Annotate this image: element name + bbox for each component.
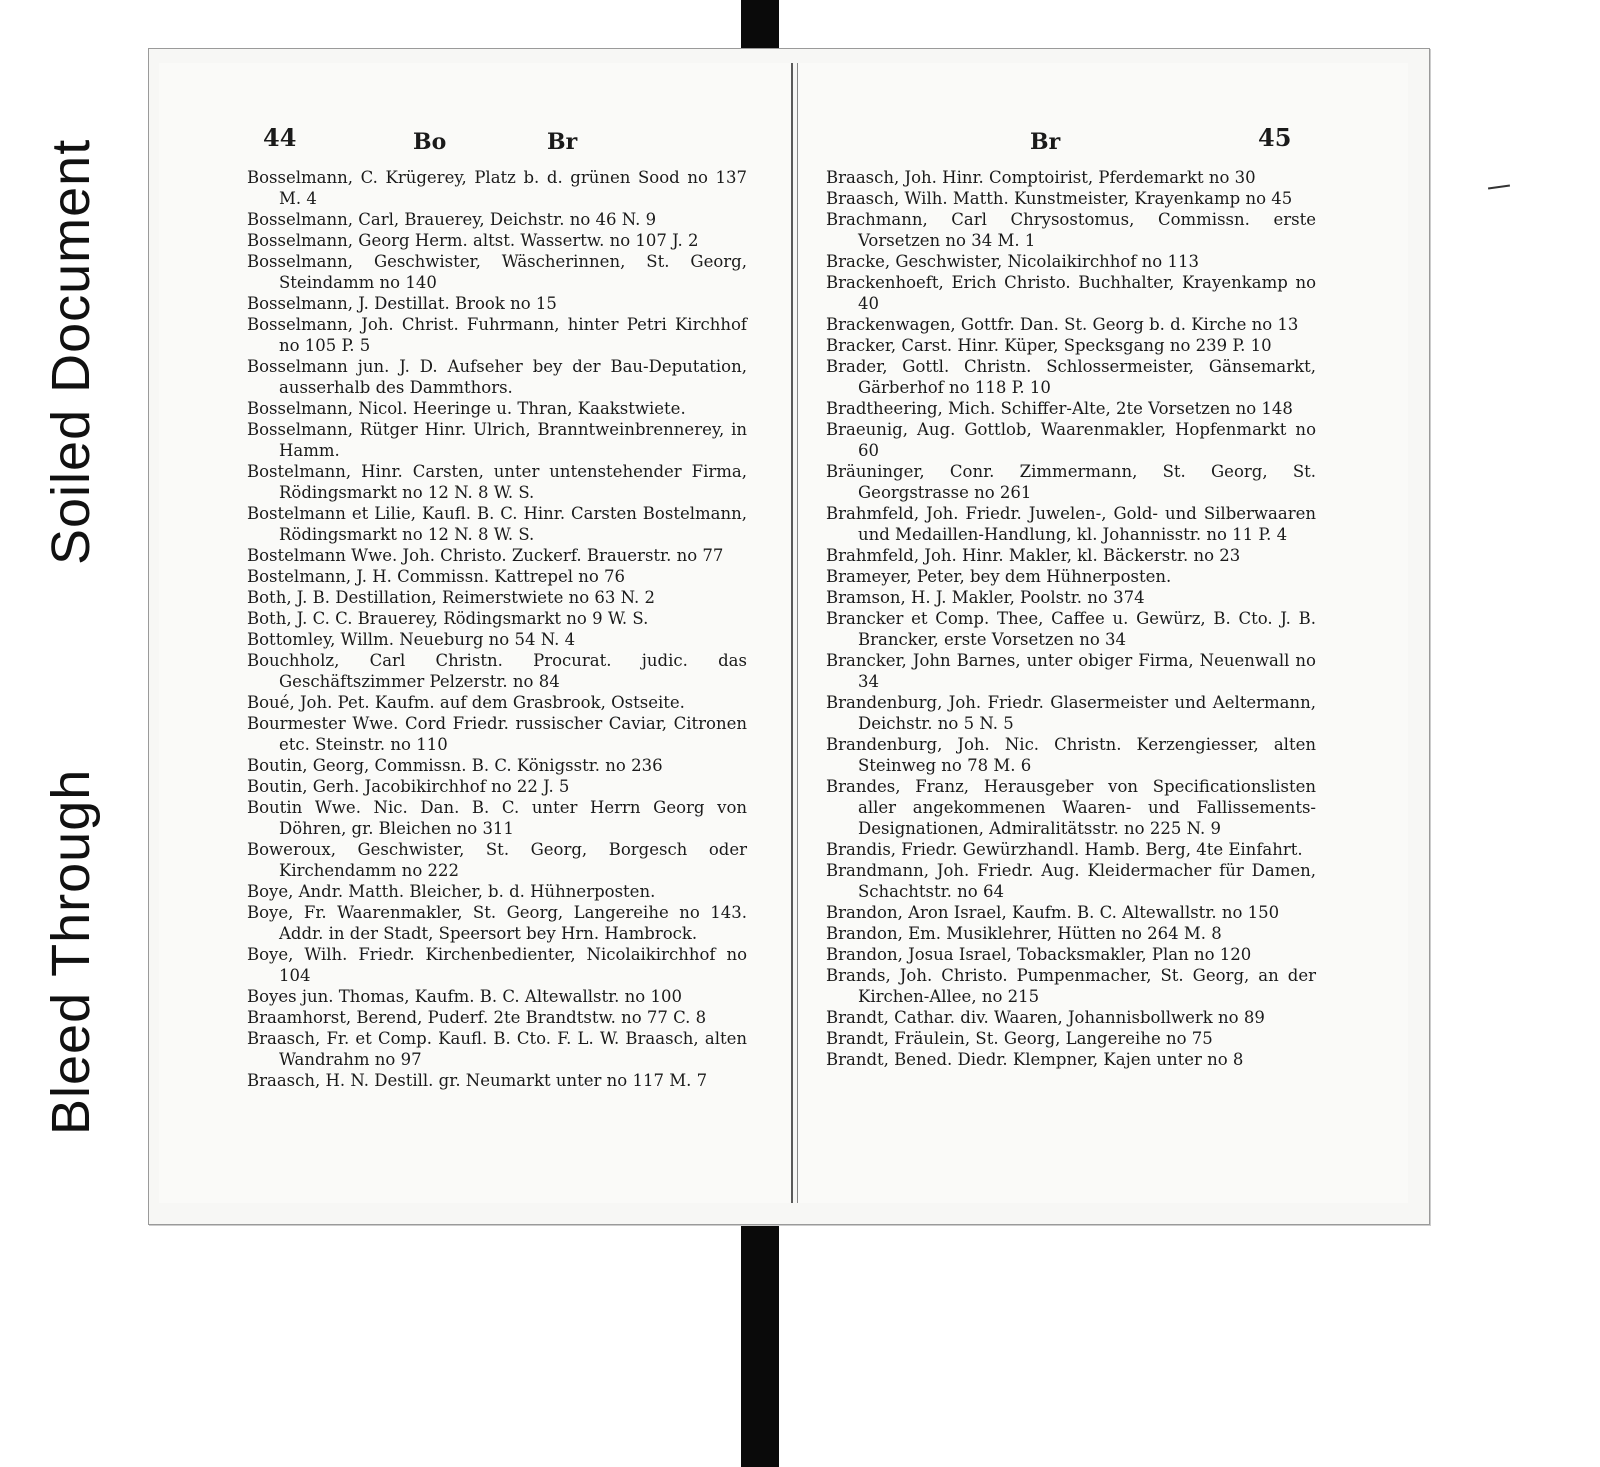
directory-entry: Brandmann, Joh. Friedr. Aug. Kleidermacher für Damen, Schachtstr. no 64 [826,861,1316,901]
directory-entry: Bostelmann, Hinr. Carsten, unter untenstehender Firma, Rödingsmarkt no 12 N. 8 W. S. [247,462,747,502]
directory-entry: Boweroux, Geschwister, St. Georg, Borgesch oder Kirchendamm no 222 [247,840,747,880]
directory-entry: Brandis, Friedr. Gewürzhandl. Hamb. Berg, 4te Einfahrt. [826,840,1303,859]
directory-entry: Bosselmann, Joh. Christ. Fuhrmann, hinter Petri Kirchhof no 105 P. 5 [247,315,747,355]
side-labels [0,0,130,1467]
directory-entry: Braasch, Joh. Hinr. Comptoirist, Pferdemarkt no 30 [826,168,1256,187]
directory-entry: Brandon, Em. Musiklehrer, Hütten no 264 M. 8 [826,924,1222,943]
directory-entry: Bosselmann, Geschwister, Wäscherinnen, St. Georg, Steindamm no 140 [247,252,747,292]
directory-entry: Bosselmann, Rütger Hinr. Ulrich, Branntweinbrennerey, in Hamm. [247,420,747,460]
directory-entry: Braamhorst, Berend, Puderf. 2te Brandtstw. no 77 C. 8 [247,1008,707,1027]
directory-entry: Brands, Joh. Christo. Pumpenmacher, St. Georg, an der Kirchen-Allee, no 215 [826,966,1316,1006]
left-page-number: 44 [263,123,297,152]
directory-entry: Brackenhoeft, Erich Christo. Buchhalter, Krayenkamp no 40 [826,273,1316,313]
directory-entry: Braeunig, Aug. Gottlob, Waarenmakler, Hopfenmarkt no 60 [826,420,1316,460]
directory-entry: Bouchholz, Carl Christn. Procurat. judic. das Geschäftszimmer Pelzerstr. no 84 [247,651,747,691]
directory-entry: Boyes jun. Thomas, Kaufm. B. C. Altewallstr. no 100 [247,987,682,1006]
directory-entry: Bosselmann, C. Krügerey, Platz b. d. grünen Sood no 137 M. 4 [247,168,747,208]
directory-entry: Bostelmann et Lilie, Kaufl. B. C. Hinr. Carsten Bostelmann, Rödingsmarkt no 12 N. 8 W. S. [247,504,747,544]
directory-entry: Boye, Andr. Matth. Bleicher, b. d. Hühnerposten. [247,882,656,901]
directory-entry: Both, J. B. Destillation, Reimerstwiete no 63 N. 2 [247,588,656,607]
directory-entry: Bourmester Wwe. Cord Friedr. russischer Caviar, Citronen etc. Steinstr. no 110 [247,714,747,754]
directory-entry: Bottomley, Willm. Neueburg no 54 N. 4 [247,630,576,649]
left-headword-start: Bo [413,129,447,155]
directory-entry: Brandon, Aron Israel, Kaufm. B. C. Altewallstr. no 150 [826,903,1280,922]
right-entry-list [826,167,1316,1070]
directory-entry: Boye, Wilh. Friedr. Kirchenbedienter, Nicolaikirchhof no 104 [247,945,747,985]
directory-entry: Brader, Gottl. Christn. Schlossermeister, Gänsemarkt, Gärberhof no 118 P. 10 [826,357,1316,397]
directory-entry: Brandt, Fräulein, St. Georg, Langereihe no 75 [826,1029,1213,1048]
directory-entry: Boutin, Georg, Commissn. B. C. Königsstr. no 236 [247,756,663,775]
directory-entry: Bramson, H. J. Makler, Poolstr. no 374 [826,588,1145,607]
left-entry-list [247,167,747,1091]
left-headword-end: Br [547,129,578,155]
directory-entry: Bracke, Geschwister, Nicolaikirchhof no 113 [826,252,1199,271]
directory-entry: Brandt, Bened. Diedr. Klempner, Kajen unter no 8 [826,1050,1244,1069]
book-spread [148,48,1430,1225]
directory-entry: Bräuninger, Conr. Zimmermann, St. Georg, St. Georgstrasse no 261 [826,462,1316,502]
directory-entry: Brahmfeld, Joh. Friedr. Juwelen-, Gold- und Silberwaaren und Medaillen-Handlung, kl. Johannisstr. no 11 P. 4 [826,504,1316,544]
directory-entry: Bosselmann, Nicol. Heeringe u. Thran, Kaakstwiete. [247,399,686,418]
directory-entry: Brahmfeld, Joh. Hinr. Makler, kl. Bäckerstr. no 23 [826,546,1241,565]
directory-entry: Bosselmann jun. J. D. Aufseher bey der Bau-Deputation, ausserhalb des Dammthors. [247,357,747,397]
left-page [159,63,793,1203]
directory-entry: Brancker, John Barnes, unter obiger Firma, Neuenwall no 34 [826,651,1316,691]
directory-entry: Boué, Joh. Pet. Kaufm. auf dem Grasbrook, Ostseite. [247,693,685,712]
right-headword: Br [1030,129,1061,155]
binding-strip-bottom [741,1220,779,1467]
directory-entry: Boye, Fr. Waarenmakler, St. Georg, Langereihe no 143. Addr. in der Stadt, Speersort bey Hrn. Hambrock. [247,903,747,943]
directory-entry: Bosselmann, J. Destillat. Brook no 15 [247,294,557,313]
bleed-through-label: Bleed Through [41,768,101,1135]
directory-entry: Braasch, Fr. et Comp. Kaufl. B. Cto. F. L. W. Braasch, alten Wandrahm no 97 [247,1029,747,1069]
directory-entry: Bostelmann, J. H. Commissn. Kattrepel no 76 [247,567,626,586]
directory-entry: Boutin Wwe. Nic. Dan. B. C. unter Herrn Georg von Döhren, gr. Bleichen no 311 [247,798,747,838]
directory-entry: Both, J. C. C. Brauerey, Rödingsmarkt no 9 W. S. [247,609,649,628]
directory-entry: Brackenwagen, Gottfr. Dan. St. Georg b. d. Kirche no 13 [826,315,1299,334]
soiled-document-label: Soiled Document [41,138,101,565]
directory-entry: Bostelmann Wwe. Joh. Christo. Zuckerf. Brauerstr. no 77 [247,546,724,565]
directory-entry: Brandon, Josua Israel, Tobacksmakler, Plan no 120 [826,945,1252,964]
directory-entry: Brandes, Franz, Herausgeber von Specificationslisten aller angekommenen Waaren- und Fallissements-Designationen, Admiralitätsstr. no 225 N. 9 [826,777,1316,838]
directory-entry: Brancker et Comp. Thee, Caffee u. Gewürz, B. Cto. J. B. Brancker, erste Vorsetzen no 34 [826,609,1316,649]
right-page-header [798,123,1408,163]
directory-entry: Brameyer, Peter, bey dem Hühnerposten. [826,567,1172,586]
directory-entry: Bracker, Carst. Hinr. Küper, Specksgang no 239 P. 10 [826,336,1272,355]
directory-entry: Braasch, H. N. Destill. gr. Neumarkt unter no 117 M. 7 [247,1071,708,1090]
directory-entry: Braasch, Wilh. Matth. Kunstmeister, Krayenkamp no 45 [826,189,1293,208]
right-page [797,63,1408,1203]
right-page-number: 45 [1258,123,1292,152]
directory-entry: Brandenburg, Joh. Friedr. Glasermeister und Aeltermann, Deichstr. no 5 N. 5 [826,693,1316,733]
directory-entry: Boutin, Gerh. Jacobikirchhof no 22 J. 5 [247,777,570,796]
directory-entry: Brachmann, Carl Chrysostomus, Commissn. erste Vorsetzen no 34 M. 1 [826,210,1316,250]
directory-entry: Brandenburg, Joh. Nic. Christn. Kerzengiesser, alten Steinweg no 78 M. 6 [826,735,1316,775]
left-page-header [159,123,791,163]
directory-entry: Bosselmann, Georg Herm. altst. Wassertw. no 107 J. 2 [247,231,699,250]
directory-entry: Brandt, Cathar. div. Waaren, Johannisbollwerk no 89 [826,1008,1265,1027]
directory-entry: Bosselmann, Carl, Brauerey, Deichstr. no 46 N. 9 [247,210,657,229]
directory-entry: Bradtheering, Mich. Schiffer-Alte, 2te Vorsetzen no 148 [826,399,1293,418]
margin-pen-mark [1488,184,1510,189]
